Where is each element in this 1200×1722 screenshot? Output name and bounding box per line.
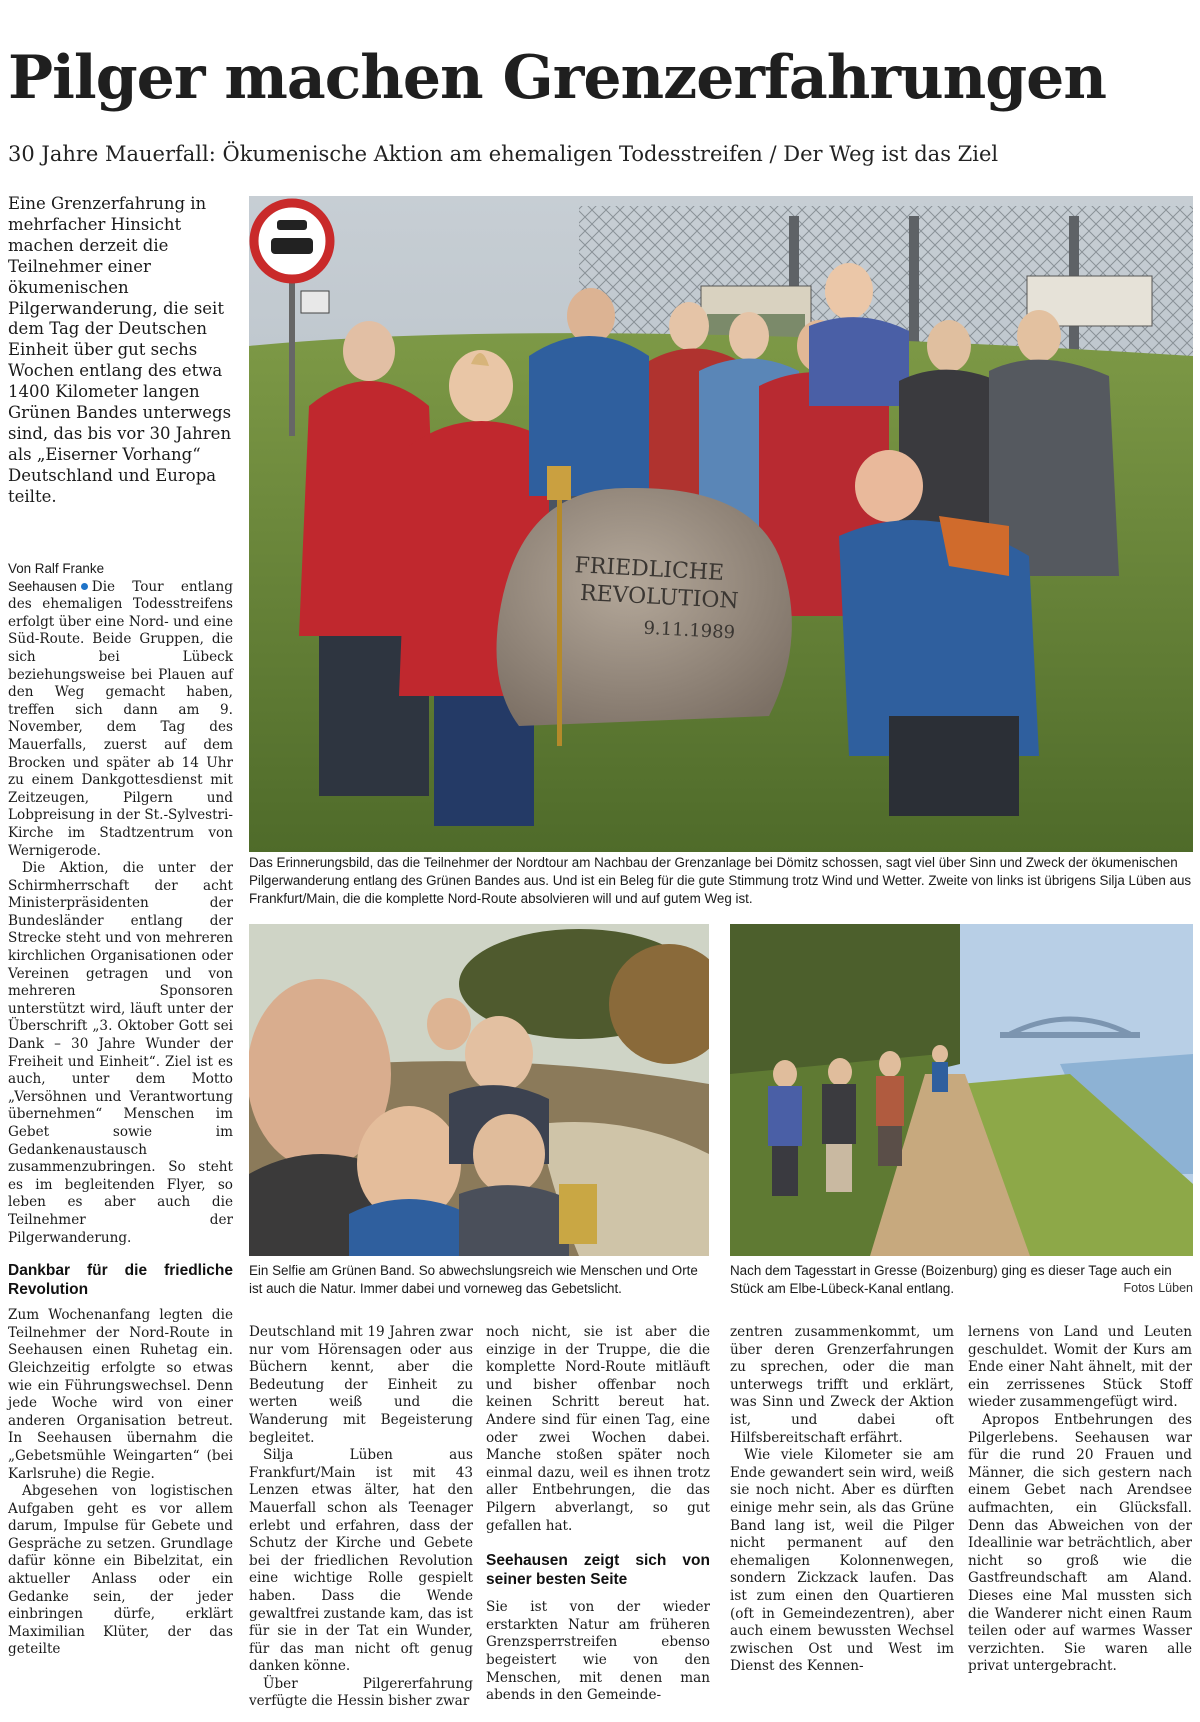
article-paragraph: Über Pilgererfahrung verfügte die Hessin bisher zwar [249, 1675, 473, 1710]
section-subheading: Dankbar für die friedliche Revolution [8, 1262, 233, 1299]
prayer-lantern [559, 1184, 597, 1244]
photo-credit: Fotos Lüben [1123, 1281, 1193, 1295]
main-photo-caption: Das Erinnerungsbild, das die Teilnehmer der Nordtour am Nachbau der Grenzanlage bei Dömitz schossen, sagt viel über Sinn und Zweck der ökumenischen Pilgerwanderung entlang des Grünen Bandes aus. Und ist ein Beleg für die gute Stimmung trotz Wind und Wetter. Zweite von links ist übrigens Silja Lüben aus Frankfurt/Main, die die komplette Nord-Route absolvieren will und auf gutem Weg ist. [249, 855, 1192, 906]
stone-date: 9.11.1989 [642, 617, 736, 644]
canal-caption-text: Nach dem Tagesstart in Gresse (Boizenburg) ging es dieser Tage auch ein Stück am Elbe-Lübeck-Kanal entlang. [730, 1263, 1172, 1296]
lantern-staff [557, 496, 562, 746]
article-paragraph: Apropos Entbehrungen des Pilgerlebens. Seehausen war für die rund 20 Frauen und Männer, die sich gestern nach einem Gebet nach Arendsee aufmachten, ein Glücksfall. Denn das Abweichen von der Ideallinie war beträchtlich, aber nicht so groß wie die Gastfreundschaft am Aland. Dieses eine Mal mussten sich die Wanderer nicht einen Raum teilen oder auf warmes Wasser verzichten. Sie waren alle privat untergebracht. [968, 1411, 1192, 1675]
canal-photo [730, 924, 1193, 1256]
article-paragraph: Wie viele Kilometer sie am Ende gewandert sein wird, weiß sie noch nicht. Aber es dürften einige mehr sein, als das Grüne Band lang ist, weil die Pilger nicht permanent auf den ehemaligen Kolonnenwegen, sondern Zickzack laufen. Das ist zum einen den Quartieren (oft in Gemeindezentren), aber auch einem bewussten Wechsel zwischen Ost und West im Dienst des Kennen- [730, 1447, 954, 1675]
selfie-photo [249, 924, 709, 1256]
section-subheading: Seehausen zeigt sich von seiner besten Seite [486, 1552, 710, 1589]
article-paragraph: Abgesehen von logistischen Aufgaben geht es vor allem darum, Impulse für Gebete und Gespräche zu setzen. Grundlage dafür könne ein Bibelzitat, ein aktueller Anlass oder ein Gedanke sein, der jeder einbringen dürfe, erklärt Maximilian Klüter, der das geteilte [8, 1483, 233, 1658]
main-photo [249, 196, 1193, 852]
article-column-3 [486, 1324, 710, 1705]
dateline-dot-icon [81, 583, 88, 590]
canal-photo-caption [730, 1262, 1193, 1298]
subheadline: 30 Jahre Mauerfall: Ökumenische Aktion am ehemaligen Todesstreifen / Der Weg ist das Ziel [8, 142, 999, 166]
article-paragraph: Deutschland mit 19 Jahren zwar nur vom Hörensagen oder aus Büchern kennt, aber die Bedeutung der Einheit zu werten weiß und die Wanderung mit Begeisterung begleitet. [249, 1324, 473, 1446]
article-paragraph: lernens von Land und Leuten geschuldet. Womit der Kurs am Ende einer Naht ähnelt, mit der ein zerrissenes Stück Stoff wieder zusammengefügt wird. [968, 1324, 1192, 1411]
byline: Von Ralf Franke [8, 561, 105, 576]
article-column-4 [730, 1324, 954, 1676]
article-paragraph: Sie ist von der wieder erstarkten Natur am früheren Grenzsperrstreifen ebenso begeistert wie von den Menschen, mit denen man abends in den Gemeinde- [486, 1599, 710, 1704]
article-paragraph: Seehausen Die Tour entlang des ehemaligen Todesstreifens erfolgt über eine Nord- und eine Süd-Route. Beide Gruppen, die sich bei Lübeck beziehungsweise bei Plauen auf den Weg gemacht haben, treffen sich dann am 9. November, dem Tag des Mauerfalls, zuerst auf dem Brocken und später ab 14 Uhr zu einem Dankgottesdienst mit Zeitzeugen, Pilgern und Lobpreisung in der St.-Sylvestri-Kirche im Stadtzentrum von Wernigerode. [8, 578, 233, 859]
lead-paragraph: Eine Grenzerfahrung in mehrfacher Hinsicht machen derzeit die Teilnehmer einer ökumenischen Pilgerwanderung, die seit dem Tag der Deutschen Einheit über gut sechs Wochen entlang des etwa 1400 Kilometer langen Grünen Bandes unterwegs sind, das bis vor 30 Jahren als „Eiserner Vorhang“ Deutschland und Europa teilte. [8, 194, 232, 506]
article-paragraph: Die Aktion, die unter der Schirmherrschaft der acht Ministerpräsidenten der Bundesländer entlang der Strecke steht und von mehreren kirchlichen Organisationen oder Vereinen getragen und von mehreren Sponsoren unterstützt wird, läuft unter der Überschrift „3. Oktober Gott sei Dank – 30 Jahre Wunder der Freiheit und Einheit“. Ziel ist es auch, unter dem Motto „Versöhnen und Verantwortung übernehmen“ Menschen im Gebet sowie im Gedankenaustausch zusammenzubringen. So steht es im begleitenden Flyer, so leben es aber auch die Teilnehmer der Pilgerwanderung. [8, 860, 233, 1246]
article-paragraph: Silja Lüben aus Frankfurt/Main ist mit 43 Lenzen etwas älter, hat den Mauerfall schon als Teenager erlebt und erfahren, dass der Schutz der Kirche und Gebete bei der friedlichen Revolution eine wichtige Rolle gespielt haben. Dass die Wende gewaltfrei zustande kam, das ist für sie in der Tat ein Wunder, für das man nicht oft genug danken könne. [249, 1447, 473, 1675]
article-paragraph: zentren zusammenkommt, um über deren Grenzerfahrungen zu sprechen, oder die man unterwegs trifft und erklärt, was Sinn und Zweck der Aktion ist, und dabei oft Hilfsbereitschaft erfährt. [730, 1324, 954, 1446]
article-column-2 [249, 1324, 473, 1711]
headline: Pilger machen Grenzerfahrungen [8, 43, 1106, 113]
article-paragraph: noch nicht, sie ist aber die einzige in der Truppe, die die komplette Nord-Route mitläuft und bisher offenbar noch keinen Schritt bereut hat. Andere sind für einen Tag, eine oder zwei Wochen dabei. Manche stoßen später noch einmal dazu, weil es ihnen trotz aller Entbehrungen, die das Pilgern abverlangt, so gut gefallen hat. [486, 1324, 710, 1534]
stone-inscription: REVOLUTION [579, 580, 740, 615]
article-column-1 [8, 560, 233, 1659]
article-column-5 [968, 1324, 1192, 1676]
selfie-photo-caption: Ein Selfie am Grünen Band. So abwechslungsreich wie Menschen und Orte ist auch die Natur. Immer dabei und vorneweg das Gebetslicht. [249, 1263, 698, 1296]
stone-inscription: FRIEDLICHE [573, 553, 725, 586]
dateline: Seehausen [8, 578, 77, 594]
article-paragraph: Zum Wochenanfang legten die Teilnehmer der Nord-Route in Seehausen einen Ruhetag ein. Gleichzeitig erfolgte so etwas wie ein Führungswechsel. Denn jede Woche wird von einer anderen Organisation betreut. In Seehausen übernahm die „Gebetsmühle Weingarten“ (bei Karlsruhe) die Regie. [8, 1307, 233, 1482]
